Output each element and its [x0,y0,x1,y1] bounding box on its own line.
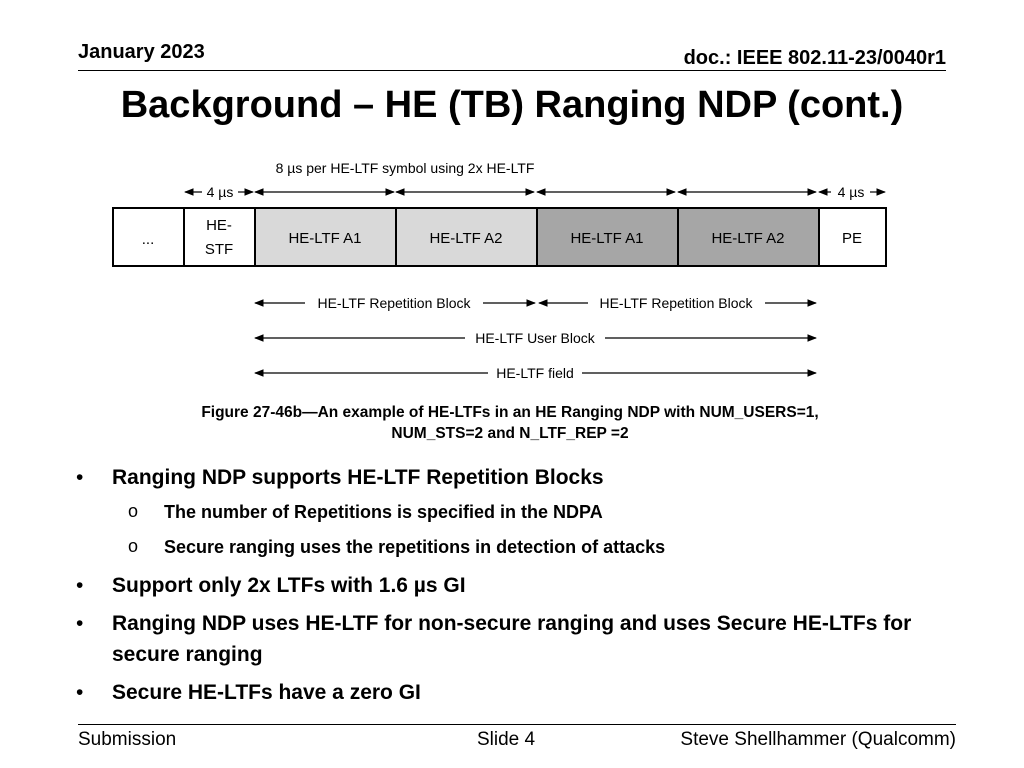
bullet-list [76,462,976,715]
bullet-item [76,677,976,708]
user-block-label: HE-LTF User Block [475,330,595,346]
bullet-text: Ranging NDP supports HE-LTF Repetition Blocks [112,466,604,489]
bullet-marker: • [76,612,84,635]
footer-divider [78,724,956,725]
figure-caption [100,402,920,444]
header-doc-id: doc.: IEEE 802.11-23/0040r1 [683,47,946,69]
field-he-ltf-a1-first-label: HE-LTF A1 [288,230,362,247]
bullet-text: Support only 2x LTFs with 1.6 µs GI [112,574,466,597]
right-duration-label: 4 µs [837,184,865,200]
sub-bullet-item [76,535,976,560]
figure-caption-line2: NUM_STS=2 and N_LTF_REP =2 [391,425,629,442]
slide-title: Background – HE (TB) Ranging NDP (cont.) [120,84,904,126]
footer-author: Steve Shellhammer (Qualcomm) [680,729,956,750]
symbol-duration-label: 8 µs per HE-LTF symbol using 2x HE-LTF [275,160,535,176]
footer-slide-number: Slide 4 [477,729,536,750]
field-he-stf-label-line1: HE- [206,217,232,234]
header-date: January 2023 [78,41,205,63]
bullet-item [76,608,976,670]
sub-bullet-text: Secure ranging uses the repetitions in detection of attacks [164,537,666,557]
field-he-stf-label-line2: STF [204,241,234,258]
bullet-text: Ranging NDP uses HE-LTF for non-secure ranging and uses Secure HE-LTFs for secure ranging [112,612,912,666]
bullet-text: Secure HE-LTFs have a zero GI [112,681,421,704]
bullet-marker: • [76,574,84,597]
repetition-block-2-label: HE-LTF Repetition Block [599,295,753,311]
figure-caption-line1: Figure 27-46b—An example of HE-LTFs in an HE Ranging NDP with NUM_USERS=1, [201,404,819,421]
he-ltf-field-label: HE-LTF field [496,365,574,381]
field-he-ltf-a2-first-label: HE-LTF A2 [429,230,503,247]
field-he-ltf-a2-second-label: HE-LTF A2 [711,230,785,247]
sub-bullet-text: The number of Repetitions is specified in the NDPA [164,502,603,522]
footer-submission: Submission [78,729,177,750]
header-divider [78,70,946,71]
field-he-ltf-a1-second-label: HE-LTF A1 [570,230,644,247]
bullet-marker: • [76,466,84,489]
left-duration-label: 4 µs [206,184,234,200]
field-pe-label: PE [841,230,863,247]
sub-bullet-marker: o [128,501,139,521]
bullet-marker: • [76,681,84,704]
field-ellipsis-label: ... [141,231,155,248]
repetition-block-1-label: HE-LTF Repetition Block [317,295,471,311]
bullet-item [76,462,976,493]
sub-bullet-marker: o [128,536,139,556]
sub-bullet-item [76,500,976,525]
bullet-item [76,570,976,601]
